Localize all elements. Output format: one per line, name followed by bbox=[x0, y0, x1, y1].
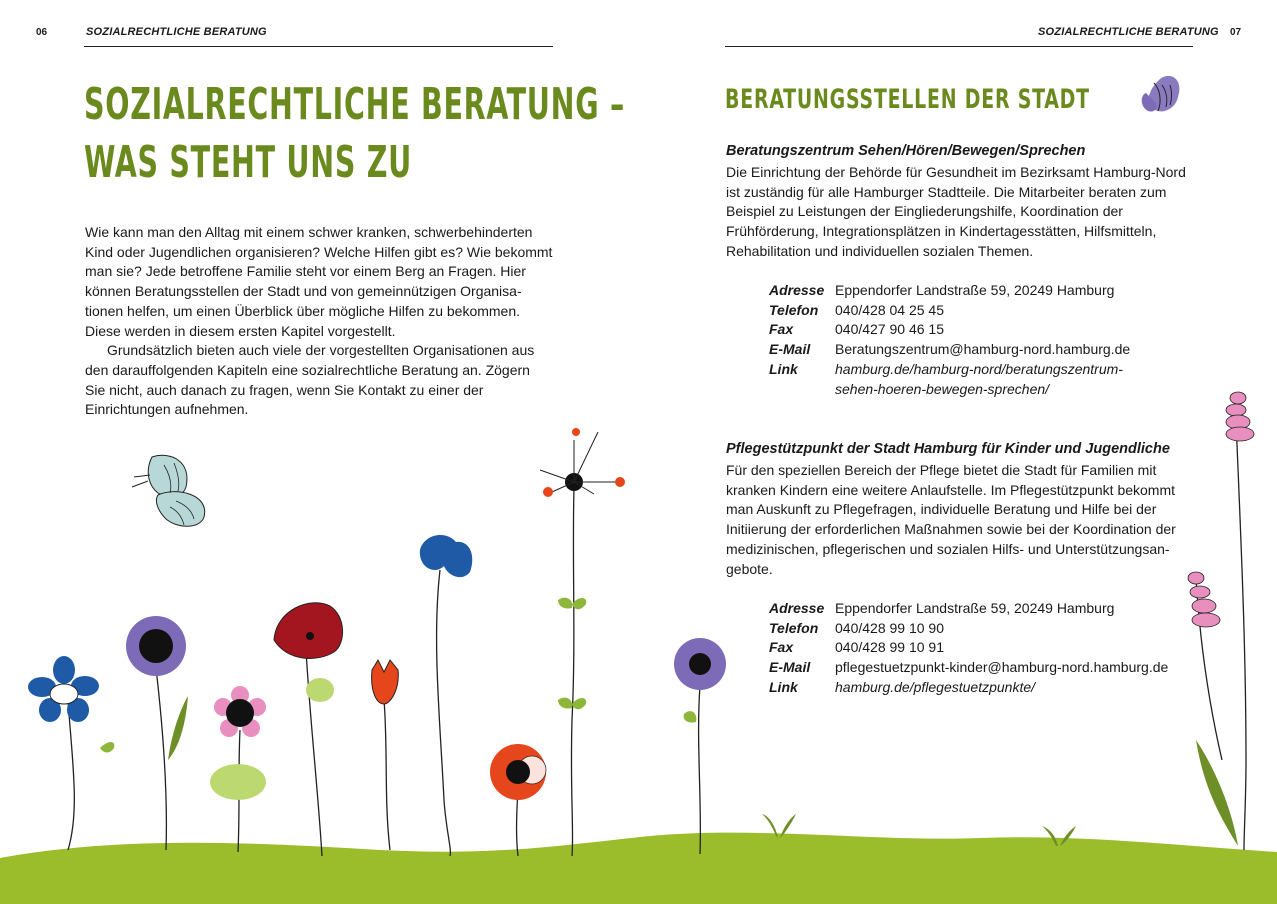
entry-text-2: Für den speziellen Bereich der Pflege bietet die Stadt für Familien mit kranken Kindern eine weitere Anlaufstelle. Im Pflegestützpunkt bekommt man Auskunft zu Pflegefragen, individuelle Beratung und Hilfe bei der Initiierung der erforderlichen Maßnahmen sowie bei der Koordination der medizinischen, pflegerischen und sozialen Hilfs- und Unterstützungsangebote. bbox=[726, 462, 1176, 577]
entry-text-1: Die Einrichtung der Behörde für Gesundheit im Bezirksamt Hamburg-Nord ist zuständig für alle Hamburger Stadtteile. Die Mitarbeiter beraten zum Beispiel zu Leistungen der Eingliederungshilfe, Koordination der Frühförderung, Integrationsplätzen in Kindertagesstätten, Hilfsmitteln, Rehabilitation und individuellen sozialen Themen. bbox=[726, 164, 1186, 259]
label-email: E-Mail bbox=[769, 341, 811, 358]
page-number-left: 06 bbox=[36, 27, 48, 38]
pink-flower-icon bbox=[210, 686, 266, 852]
fax-value: 040/427 90 46 15 bbox=[835, 321, 944, 338]
web-link[interactable]: hamburg.de/pflegestuetzpunkte/ bbox=[835, 678, 1036, 695]
running-head-left: SOZIALRECHTLICHE BERATUNG bbox=[86, 26, 267, 38]
label-phone: Telefon bbox=[769, 301, 819, 318]
label-address: Adresse bbox=[769, 600, 825, 616]
label-email: E-Mail bbox=[769, 659, 811, 676]
web-link-line-1[interactable]: hamburg.de/hamburg-nord/beratungszentrum- bbox=[835, 360, 1123, 377]
label-link: Link bbox=[769, 678, 798, 695]
bellflower-icon bbox=[420, 535, 472, 856]
butterfly-icon bbox=[132, 455, 205, 526]
label-fax: Fax bbox=[769, 639, 794, 656]
phone-value: 040/428 04 25 45 bbox=[835, 301, 944, 318]
page-title-line1: SOZIALRECHTLICHE BERATUNG – bbox=[84, 79, 625, 130]
phone-value: 040/428 99 10 90 bbox=[835, 619, 944, 636]
address-value: Eppendorfer Landstraße 59, 20249 Hamburg bbox=[835, 600, 1115, 616]
web-link-line-2[interactable]: sehen-hoeren-bewegen-sprechen/ bbox=[835, 380, 1050, 397]
butterfly-icon bbox=[1142, 76, 1180, 112]
email-link[interactable]: pflegestuetzpunkt-kinder@hamburg-nord.hamburg.de bbox=[835, 659, 1169, 676]
label-fax: Fax bbox=[769, 321, 794, 338]
red-flower-icon bbox=[490, 744, 546, 856]
running-head-right: SOZIALRECHTLICHE BERATUNG bbox=[1038, 26, 1219, 38]
foxglove-icon bbox=[1188, 572, 1222, 760]
label-phone: Telefon bbox=[769, 619, 819, 636]
intro-paragraph-1: Wie kann man den Alltag mit einem schwer kranken, schwerbehinderten Kind oder Jugendlichen organisieren? Welche Hilfen gibt es? Wie bekommt man sie? Jede betroffene Familie steht vor einem Berg an Fragen. Hier können Beratungsstellen der Stadt und von gemeinnützigen Organisationen helfen, um einen Überblick über mögliche Hilfen zu bekommen. Diese werden in diesem ersten Kapitel vorgestellt. bbox=[85, 224, 553, 339]
intro-paragraph-2: Grundsätzlich bieten auch viele der vorgestellten Organisationen aus den darauffolgenden Kapiteln eine sozialrechtliche Beratung an. Zögern Sie nicht, auch danach zu fragen, wenn Sie Kontakt zu einer der Einrichtungen aufnehmen. bbox=[85, 342, 535, 418]
page-title-line2: WAS STEHT UNS ZU bbox=[84, 137, 412, 188]
entry-heading-2: Pflegestützpunkt der Stadt Hamburg für Kinder und Jugendliche bbox=[726, 441, 1170, 457]
tulip-icon bbox=[372, 660, 399, 850]
spiky-flower-icon bbox=[540, 428, 625, 856]
purple-flower-icon bbox=[674, 638, 726, 854]
fax-value: 040/428 99 10 91 bbox=[835, 639, 944, 656]
email-link[interactable]: Beratungszentrum@hamburg-nord.hamburg.de bbox=[835, 341, 1131, 358]
poppy-flower-icon bbox=[274, 603, 343, 856]
label-address: Adresse bbox=[769, 282, 825, 298]
grass-hill bbox=[0, 833, 1277, 904]
address-value: Eppendorfer Landstraße 59, 20249 Hamburg bbox=[835, 282, 1115, 298]
label-link: Link bbox=[769, 360, 798, 377]
blue-flower-icon bbox=[28, 656, 114, 850]
page-number-right: 07 bbox=[1230, 27, 1242, 38]
section-title: BERATUNGSSTELLEN DER STADT bbox=[725, 84, 1090, 115]
purple-flower-icon bbox=[126, 616, 188, 850]
entry-heading-1: Beratungszentrum Sehen/Hören/Bewegen/Sprechen bbox=[726, 143, 1086, 159]
